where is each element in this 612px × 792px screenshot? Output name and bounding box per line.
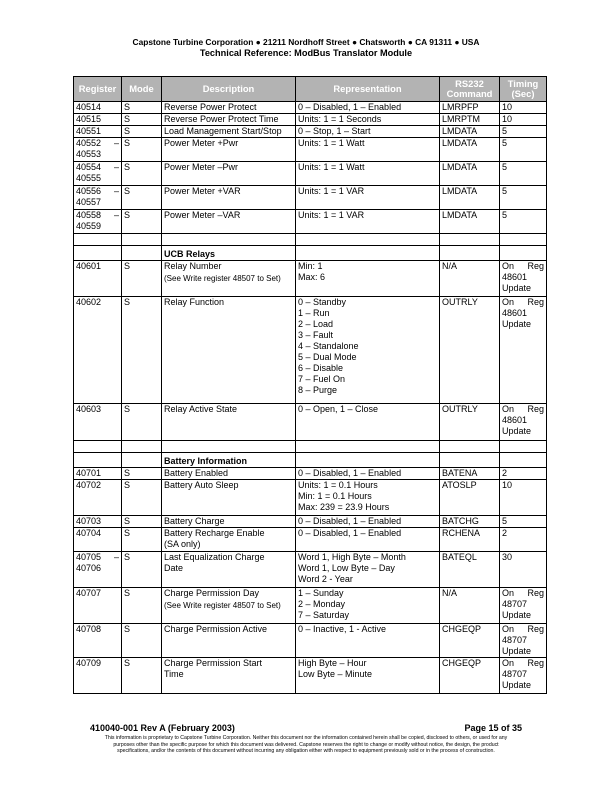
table-row bbox=[74, 126, 547, 138]
mode-cell: S bbox=[122, 126, 162, 138]
timing-cell-line: 48601 bbox=[502, 308, 528, 318]
description-cell bbox=[162, 658, 296, 694]
mode-cell: S bbox=[122, 552, 162, 588]
representation-cell-line: 0 – Open, 1 – Close bbox=[298, 404, 379, 414]
register-cell bbox=[74, 588, 122, 624]
disclaimer-line: specifications, and/or the contents of this document without incurring any obligation either with respect to equipment previously sold or in the process of construction. bbox=[117, 748, 495, 754]
description-cell-line: Power Meter +Pwr bbox=[164, 138, 239, 148]
register-cell bbox=[74, 480, 122, 516]
empty-cell bbox=[74, 246, 122, 261]
register-cell-line: 40557 bbox=[76, 197, 102, 207]
timing-cell bbox=[500, 624, 547, 658]
representation-cell bbox=[296, 102, 440, 114]
timing-cell bbox=[500, 658, 547, 694]
timing-cell bbox=[500, 210, 547, 234]
table-row bbox=[74, 210, 547, 234]
mode-cell: S bbox=[122, 404, 162, 441]
timing-cell-line: On Reg bbox=[502, 658, 544, 668]
representation-cell bbox=[296, 138, 440, 162]
register-cell bbox=[74, 468, 122, 480]
timing-cell-line: 2 bbox=[502, 528, 508, 538]
representation-cell-line: Units: 1 = 1 Watt bbox=[298, 138, 365, 148]
representation-cell bbox=[296, 552, 440, 588]
company-header: Capstone Turbine Corporation ● 21211 Nordhoff Street ● Chatsworth ● CA 91311 ● USA bbox=[132, 37, 480, 47]
document-title: Technical Reference: ModBus Translator Module bbox=[199, 48, 413, 58]
representation-cell bbox=[296, 297, 440, 404]
empty-cell bbox=[162, 234, 296, 246]
timing-cell bbox=[500, 404, 547, 441]
description-cell-line: (SA only) bbox=[164, 539, 201, 549]
empty-cell bbox=[296, 441, 440, 453]
description-cell-line: Charge Permission Start bbox=[164, 658, 263, 668]
mode-cell: S bbox=[122, 624, 162, 658]
empty-cell bbox=[122, 246, 162, 261]
mode-cell: S bbox=[122, 186, 162, 210]
table-row bbox=[74, 516, 547, 528]
representation-cell-line: 0 – Standby bbox=[298, 297, 347, 307]
timing-cell-line: Update bbox=[502, 426, 532, 436]
representation-cell-line: High Byte – Hour bbox=[298, 658, 367, 668]
representation-cell bbox=[296, 528, 440, 552]
document-id: 410040-001 Rev A (February 2003) bbox=[90, 723, 235, 733]
register-cell bbox=[74, 516, 122, 528]
empty-cell bbox=[296, 453, 440, 468]
representation-cell bbox=[296, 162, 440, 186]
timing-cell bbox=[500, 552, 547, 588]
register-cell-line: 40709 bbox=[76, 658, 102, 668]
description-cell bbox=[162, 186, 296, 210]
representation-cell-line: 7 – Saturday bbox=[298, 610, 350, 620]
timing-cell bbox=[500, 516, 547, 528]
representation-cell bbox=[296, 114, 440, 126]
register-cell-line: 40701 bbox=[76, 468, 102, 478]
description-cell bbox=[162, 468, 296, 480]
description-cell bbox=[162, 138, 296, 162]
description-cell bbox=[162, 297, 296, 404]
command-cell: N/A bbox=[440, 588, 500, 624]
register-cell-line: 40706 bbox=[76, 563, 102, 573]
timing-cell-line: 48601 bbox=[502, 415, 528, 425]
representation-cell-line: 4 – Standalone bbox=[298, 341, 359, 351]
register-cell-line: 40703 bbox=[76, 516, 102, 526]
timing-cell bbox=[500, 162, 547, 186]
representation-cell bbox=[296, 480, 440, 516]
empty-cell bbox=[296, 234, 440, 246]
timing-cell-line: Update bbox=[502, 610, 532, 620]
empty-cell bbox=[500, 453, 547, 468]
column-header: Register bbox=[74, 77, 122, 102]
representation-cell-line: 0 – Disabled, 1 – Enabled bbox=[298, 102, 402, 112]
timing-cell bbox=[500, 102, 547, 114]
table-row bbox=[74, 297, 547, 404]
table-row bbox=[74, 552, 547, 588]
command-cell: N/A bbox=[440, 261, 500, 297]
mode-cell: S bbox=[122, 114, 162, 126]
description-cell-line: Power Meter –Pwr bbox=[164, 162, 239, 172]
command-cell: CHGEQP bbox=[440, 624, 500, 658]
table-row bbox=[74, 480, 547, 516]
description-cell-line: Reverse Power Protect Time bbox=[164, 114, 279, 124]
timing-cell-line: 10 bbox=[502, 114, 513, 124]
table-header-row bbox=[74, 77, 547, 102]
table-row bbox=[74, 624, 547, 658]
register-cell-line: 40553 bbox=[76, 149, 102, 159]
empty-cell bbox=[500, 234, 547, 246]
register-cell-line: 40705 – bbox=[76, 552, 119, 562]
command-cell: ATOSLP bbox=[440, 480, 500, 516]
description-cell-line: Time bbox=[164, 669, 184, 679]
representation-cell bbox=[296, 186, 440, 210]
empty-cell bbox=[74, 453, 122, 468]
description-cell-line: Battery Charge bbox=[164, 516, 225, 526]
empty-cell bbox=[74, 441, 122, 453]
mode-cell: S bbox=[122, 528, 162, 552]
representation-cell bbox=[296, 210, 440, 234]
description-cell bbox=[162, 552, 296, 588]
timing-cell bbox=[500, 528, 547, 552]
timing-cell bbox=[500, 114, 547, 126]
command-cell: OUTRLY bbox=[440, 297, 500, 404]
command-cell: LMDATA bbox=[440, 162, 500, 186]
representation-cell-line: 0 – Disabled, 1 – Enabled bbox=[298, 528, 402, 538]
register-cell-line: 40602 bbox=[76, 297, 102, 307]
blank-row bbox=[74, 234, 547, 246]
representation-cell-line: 0 – Inactive, 1 - Active bbox=[298, 624, 387, 634]
timing-cell-line: 2 bbox=[502, 468, 508, 478]
timing-cell-line: 30 bbox=[502, 552, 513, 562]
description-cell-line: Battery Recharge Enable bbox=[164, 528, 265, 538]
empty-cell bbox=[440, 453, 500, 468]
column-header: RS232 Command bbox=[440, 77, 500, 102]
command-cell: RCHENA bbox=[440, 528, 500, 552]
empty-cell bbox=[440, 234, 500, 246]
timing-cell-line: 5 bbox=[502, 210, 508, 220]
register-cell bbox=[74, 297, 122, 404]
representation-cell-line: Units: 1 = 1 VAR bbox=[298, 186, 365, 196]
register-cell-line: 40559 bbox=[76, 221, 102, 231]
register-cell bbox=[74, 126, 122, 138]
table-row bbox=[74, 186, 547, 210]
representation-cell-line: Max: 6 bbox=[298, 272, 326, 282]
representation-cell-line: 7 – Fuel On bbox=[298, 374, 346, 384]
mode-cell: S bbox=[122, 138, 162, 162]
register-cell-line: 40515 bbox=[76, 114, 102, 124]
timing-cell-line: On Reg bbox=[502, 624, 544, 634]
representation-cell-line: 0 – Stop, 1 – Start bbox=[298, 126, 371, 136]
section-title: Battery Information bbox=[162, 453, 296, 468]
mode-cell: S bbox=[122, 162, 162, 186]
representation-cell-line: Units: 1 = 1 VAR bbox=[298, 210, 365, 220]
table-row bbox=[74, 588, 547, 624]
timing-cell-line: Update bbox=[502, 680, 532, 690]
representation-cell-line: Min: 1 = 0.1 Hours bbox=[298, 491, 372, 501]
timing-cell-line: On Reg bbox=[502, 261, 544, 271]
description-cell-line: Relay Number bbox=[164, 261, 222, 271]
command-cell: OUTRLY bbox=[440, 404, 500, 441]
column-header: Representation bbox=[296, 77, 440, 102]
empty-cell bbox=[440, 246, 500, 261]
empty-cell bbox=[500, 246, 547, 261]
timing-cell bbox=[500, 297, 547, 404]
register-cell bbox=[74, 552, 122, 588]
register-cell bbox=[74, 186, 122, 210]
representation-cell-line: 5 – Dual Mode bbox=[298, 352, 357, 362]
command-cell: LMDATA bbox=[440, 138, 500, 162]
section-title: UCB Relays bbox=[162, 246, 296, 261]
mode-cell: S bbox=[122, 261, 162, 297]
table-row bbox=[74, 528, 547, 552]
register-cell-line: 40702 bbox=[76, 480, 102, 490]
representation-cell-line: 2 – Load bbox=[298, 319, 334, 329]
empty-cell bbox=[296, 246, 440, 261]
description-cell bbox=[162, 126, 296, 138]
register-cell bbox=[74, 528, 122, 552]
empty-cell bbox=[74, 234, 122, 246]
register-cell-line: 40551 bbox=[76, 126, 102, 136]
timing-cell-line: Update bbox=[502, 319, 532, 329]
description-cell bbox=[162, 261, 296, 297]
timing-cell-line: 5 bbox=[502, 186, 508, 196]
table-row bbox=[74, 658, 547, 694]
description-cell-line: Charge Permission Day bbox=[164, 588, 260, 598]
description-cell-line: Relay Function bbox=[164, 297, 225, 307]
timing-cell-line: 48707 bbox=[502, 669, 528, 679]
representation-cell-line: Min: 1 bbox=[298, 261, 323, 271]
representation-cell bbox=[296, 468, 440, 480]
mode-cell: S bbox=[122, 468, 162, 480]
mode-cell: S bbox=[122, 480, 162, 516]
representation-cell-line: Max: 239 = 23.9 Hours bbox=[298, 502, 390, 512]
empty-cell bbox=[122, 453, 162, 468]
footer-disclaimer bbox=[90, 735, 522, 755]
register-cell-line: 40603 bbox=[76, 404, 102, 414]
timing-cell-line: 5 bbox=[502, 162, 508, 172]
timing-cell-line: 5 bbox=[502, 126, 508, 136]
table-row bbox=[74, 114, 547, 126]
representation-cell-line: 2 – Monday bbox=[298, 599, 346, 609]
mode-cell: S bbox=[122, 297, 162, 404]
description-cell bbox=[162, 210, 296, 234]
register-cell bbox=[74, 404, 122, 441]
timing-cell-line: 5 bbox=[502, 138, 508, 148]
table-row bbox=[74, 102, 547, 114]
timing-cell bbox=[500, 261, 547, 297]
representation-cell-line: 1 – Sunday bbox=[298, 588, 344, 598]
table-row bbox=[74, 138, 547, 162]
timing-cell-line: 48707 bbox=[502, 635, 528, 645]
description-cell-line: Date bbox=[164, 563, 184, 573]
representation-cell-line: 1 – Run bbox=[298, 308, 330, 318]
timing-cell-line: Update bbox=[502, 283, 532, 293]
timing-cell bbox=[500, 480, 547, 516]
description-cell-line: Charge Permission Active bbox=[164, 624, 268, 634]
register-cell-line: 40558 – bbox=[76, 210, 119, 220]
register-cell bbox=[74, 624, 122, 658]
representation-cell-line: 8 – Purge bbox=[298, 385, 338, 395]
disclaimer-line: purposes other than the specific purpose for which this document was delivered. Capstone reserves the right to change or modify without notice, the design, the product bbox=[113, 741, 499, 748]
register-cell-line: 40552 – bbox=[76, 138, 119, 148]
register-cell-line: 40707 bbox=[76, 588, 102, 598]
description-cell bbox=[162, 480, 296, 516]
blank-row bbox=[74, 441, 547, 453]
timing-cell-line: On Reg bbox=[502, 588, 544, 598]
representation-cell-line: Units: 1 = 1 Seconds bbox=[298, 114, 382, 124]
timing-cell-line: 48707 bbox=[502, 599, 528, 609]
register-cell-line: 40556 – bbox=[76, 186, 119, 196]
description-note: (See Write register 48507 to Set) bbox=[164, 601, 281, 610]
representation-cell bbox=[296, 588, 440, 624]
disclaimer-line: This information is proprietary to Capstone Turbine Corporation. Neither this document nor the information contained herein shall be copied, disclosed to others, or used for any bbox=[104, 735, 508, 741]
register-cell bbox=[74, 102, 122, 114]
timing-cell bbox=[500, 468, 547, 480]
command-cell: LMDATA bbox=[440, 186, 500, 210]
section-row bbox=[74, 246, 547, 261]
description-cell-line: Power Meter –VAR bbox=[164, 210, 241, 220]
representation-cell-line: 0 – Disabled, 1 – Enabled bbox=[298, 516, 402, 526]
description-cell-line: Last Equalization Charge bbox=[164, 552, 265, 562]
column-header: Timing (Sec) bbox=[500, 77, 547, 102]
footer-bar bbox=[90, 723, 522, 733]
empty-cell bbox=[162, 441, 296, 453]
representation-cell-line: 6 – Disable bbox=[298, 363, 344, 373]
register-table bbox=[73, 76, 547, 694]
register-cell bbox=[74, 261, 122, 297]
command-cell: BATENA bbox=[440, 468, 500, 480]
description-cell-line: Battery Enabled bbox=[164, 468, 229, 478]
representation-cell-line: 0 – Disabled, 1 – Enabled bbox=[298, 468, 402, 478]
timing-cell-line: 10 bbox=[502, 102, 513, 112]
register-cell-line: 40514 bbox=[76, 102, 102, 112]
command-cell: CHGEQP bbox=[440, 658, 500, 694]
description-cell bbox=[162, 162, 296, 186]
mode-cell: S bbox=[122, 210, 162, 234]
page-number: Page 15 of 35 bbox=[464, 723, 522, 733]
register-cell-line: 40555 bbox=[76, 173, 102, 183]
timing-cell bbox=[500, 138, 547, 162]
table-row bbox=[74, 404, 547, 441]
description-cell-line: Power Meter +VAR bbox=[164, 186, 241, 196]
description-cell-line: Battery Auto Sleep bbox=[164, 480, 239, 490]
timing-cell bbox=[500, 126, 547, 138]
representation-cell-line: Word 1, High Byte – Month bbox=[298, 552, 406, 562]
mode-cell: S bbox=[122, 588, 162, 624]
timing-cell bbox=[500, 588, 547, 624]
description-cell-line: Load Management Start/Stop bbox=[164, 126, 282, 136]
section-row bbox=[74, 453, 547, 468]
command-cell: LMRPFP bbox=[440, 102, 500, 114]
description-cell bbox=[162, 114, 296, 126]
empty-cell bbox=[122, 234, 162, 246]
representation-cell bbox=[296, 126, 440, 138]
description-cell bbox=[162, 404, 296, 441]
description-cell bbox=[162, 528, 296, 552]
register-cell-line: 40704 bbox=[76, 528, 102, 538]
command-cell: BATEQL bbox=[440, 552, 500, 588]
empty-cell bbox=[440, 441, 500, 453]
register-cell bbox=[74, 114, 122, 126]
representation-cell-line: Units: 1 = 0.1 Hours bbox=[298, 480, 378, 490]
representation-cell-line: Word 2 - Year bbox=[298, 574, 353, 584]
representation-cell bbox=[296, 516, 440, 528]
column-header: Description bbox=[162, 77, 296, 102]
command-cell: BATCHG bbox=[440, 516, 500, 528]
empty-cell bbox=[500, 441, 547, 453]
representation-cell-line: Word 1, Low Byte – Day bbox=[298, 563, 395, 573]
timing-cell-line: 10 bbox=[502, 480, 513, 490]
timing-cell bbox=[500, 186, 547, 210]
register-cell bbox=[74, 162, 122, 186]
mode-cell: S bbox=[122, 658, 162, 694]
timing-cell-line: On Reg bbox=[502, 404, 544, 414]
register-cell-line: 40554 – bbox=[76, 162, 119, 172]
description-cell bbox=[162, 624, 296, 658]
timing-cell-line: On Reg bbox=[502, 297, 544, 307]
register-cell bbox=[74, 138, 122, 162]
table-row bbox=[74, 261, 547, 297]
register-cell-line: 40601 bbox=[76, 261, 102, 271]
timing-cell-line: 48601 bbox=[502, 272, 528, 282]
description-note: (See Write register 48507 to Set) bbox=[164, 274, 281, 283]
register-cell-line: 40708 bbox=[76, 624, 102, 634]
representation-cell bbox=[296, 624, 440, 658]
mode-cell: S bbox=[122, 102, 162, 114]
empty-cell bbox=[122, 441, 162, 453]
command-cell: LMDATA bbox=[440, 126, 500, 138]
description-cell bbox=[162, 516, 296, 528]
table-body bbox=[74, 102, 547, 694]
representation-cell bbox=[296, 658, 440, 694]
representation-cell bbox=[296, 404, 440, 441]
representation-cell-line: Units: 1 = 1 Watt bbox=[298, 162, 365, 172]
column-header: Mode bbox=[122, 77, 162, 102]
representation-cell bbox=[296, 261, 440, 297]
description-cell-line: Relay Active State bbox=[164, 404, 238, 414]
command-cell: LMRPTM bbox=[440, 114, 500, 126]
command-cell: LMDATA bbox=[440, 210, 500, 234]
table-row bbox=[74, 162, 547, 186]
representation-cell-line: Low Byte – Minute bbox=[298, 669, 373, 679]
description-cell-line: Reverse Power Protect bbox=[164, 102, 257, 112]
representation-cell-line: 3 – Fault bbox=[298, 330, 334, 340]
timing-cell-line: 5 bbox=[502, 516, 508, 526]
table-row bbox=[74, 468, 547, 480]
timing-cell-line: Update bbox=[502, 646, 532, 656]
description-cell bbox=[162, 588, 296, 624]
description-cell bbox=[162, 102, 296, 114]
register-cell bbox=[74, 210, 122, 234]
mode-cell: S bbox=[122, 516, 162, 528]
register-cell bbox=[74, 658, 122, 694]
